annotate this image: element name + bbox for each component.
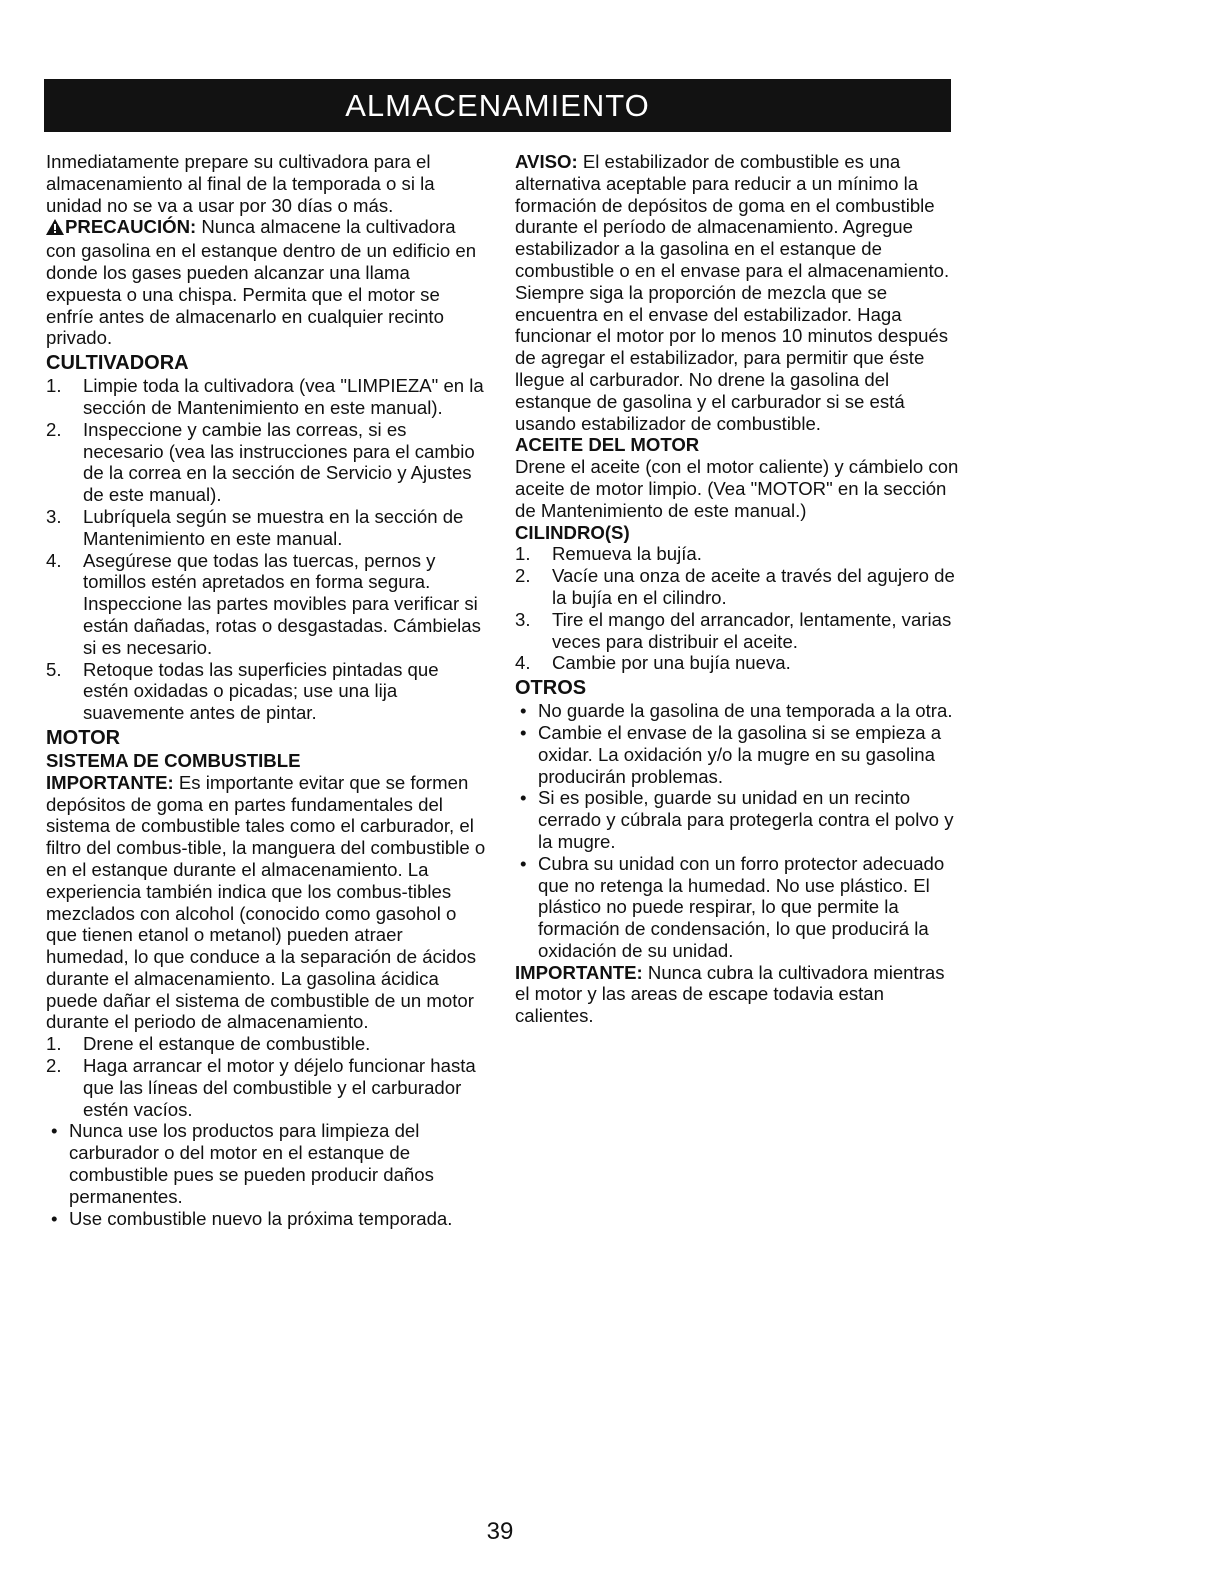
aviso-paragraph	[515, 151, 960, 434]
list-number: 4.	[515, 652, 531, 674]
bullet-text: Cubra su unidad con un forro protector adecuado que no retenga la humedad. No use plástico. El plástico no puede respirar, lo que permite la formación de condensación, lo que producirá la oxidación de su unidad.	[538, 852, 945, 961]
list-text: Remueva la bujía.	[552, 543, 702, 565]
bullet-item	[515, 787, 960, 852]
list-number: 3.	[46, 505, 62, 527]
cultivadora-list	[46, 375, 486, 724]
list-number: 4.	[46, 549, 62, 571]
heading-motor: MOTOR	[46, 726, 121, 749]
heading-cultivadora: CULTIVADORA	[46, 352, 189, 375]
oil-paragraph: Drene el aceite (con el motor caliente) y cámbielo con aceite de motor limpio. (Vea "MOTOR" en la sección de Mantenimiento de este manual.)	[515, 456, 959, 521]
bullet-text: Si es posible, guarde su unidad en un recinto cerrado y cúbrala para protegerla contra el polvo y la mugre.	[538, 787, 954, 852]
important-final-paragraph	[515, 962, 960, 1027]
list-item	[515, 565, 960, 609]
bullet-item	[46, 1120, 486, 1207]
list-number: 1.	[46, 375, 62, 397]
bullet-icon: •	[520, 700, 527, 722]
left-column	[46, 151, 486, 1229]
list-number: 2.	[515, 565, 531, 587]
otros-bullet-list	[515, 700, 960, 962]
bullet-icon: •	[520, 721, 527, 743]
list-item	[46, 419, 486, 506]
bullet-item	[515, 700, 960, 722]
list-item	[46, 659, 486, 724]
list-item	[46, 506, 486, 550]
bullet-text: Nunca use los productos para limpieza del carburador o del motor en el estanque de combustible pues se pueden producir daños permanentes.	[69, 1120, 434, 1207]
bullet-item	[515, 853, 960, 962]
heading-engine-oil: ACEITE DEL MOTOR	[515, 434, 700, 456]
bullet-icon: •	[520, 787, 527, 809]
bullet-icon: •	[51, 1120, 58, 1142]
list-text: Cambie por una bujía nueva.	[552, 652, 791, 674]
fuel-list	[46, 1033, 486, 1120]
right-column	[515, 151, 960, 1027]
caution-label: PRECAUCIÓN:	[65, 216, 197, 238]
bullet-item	[515, 722, 960, 787]
heading-cylinders: CILINDRO(S)	[515, 521, 630, 543]
list-text: Inspeccione y cambie las correas, si es necesario (vea las instrucciones para el cambio de la correa en la sección de Servicio y Ajustes de este manual).	[83, 418, 475, 506]
list-item	[515, 652, 960, 674]
section-header-banner	[44, 79, 951, 132]
list-item	[515, 543, 960, 565]
list-item	[515, 609, 960, 653]
list-number: 2.	[46, 1055, 62, 1077]
aviso-text: El estabilizador de combustible es una alternativa aceptable para reducir a un mínimo la formación de depósitos de goma en el combustible durante el período de almacenamiento. Agregue estabilizador a la gasolina en el estanque de combustible o en el envase para el almacenamiento. Siempre siga la proporción de mezcla que se encuentra en el envase del estabilizador. Haga funcionar el motor por lo menos 10 minutos después de agregar el estabilizador, para permitir que éste llegue al carburador. No drene la gasolina del estanque de gasolina y el carburador si se está usando estabilizador de combustible.	[515, 151, 950, 434]
important-paragraph	[46, 772, 486, 1034]
heading-fuel-system: SISTEMA DE COMBUSTIBLE	[46, 749, 301, 771]
page-title: ALMACENAMIENTO	[345, 88, 650, 123]
list-item	[46, 1033, 486, 1055]
list-item	[46, 1055, 486, 1120]
bullet-item	[46, 1208, 486, 1230]
bullet-text: Cambie el envase de la gasolina si se empieza a oxidar. La oxidación y/o la mugre en su gasolina producirán problemas.	[538, 721, 942, 787]
bullet-icon: •	[51, 1207, 58, 1229]
list-number: 2.	[46, 418, 62, 440]
list-item	[46, 550, 486, 659]
list-text: Tire el mango del arrancador, lentamente, varias veces para distribuir el aceite.	[552, 608, 952, 652]
list-text: Retoque todas las superficies pintadas que estén oxidadas o picadas; use una lija suavemente antes de pintar.	[83, 658, 439, 724]
heading-otros: OTROS	[515, 677, 587, 700]
important-final-label: IMPORTANTE:	[515, 961, 643, 983]
fuel-bullet-list	[46, 1120, 486, 1229]
caution-text: Nunca almacene la cultivadora con gasolina en el estanque dentro de un edificio en donde los gases pueden alcanzar una llama expuesta o una chispa. Permita que el motor se enfríe antes de almacenarlo en cualquier recinto privado.	[46, 216, 477, 349]
list-number: 5.	[46, 658, 62, 680]
page-number: 39	[486, 1518, 514, 1545]
list-text: Vacíe una onza de aceite a través del agujero de la bujía en el cilindro.	[552, 565, 955, 608]
bullet-text: Use combustible nuevo la próxima temporada.	[69, 1207, 453, 1229]
caution-paragraph	[46, 216, 486, 349]
list-text: Asegúrese que todas las tuercas, pernos y tomillos estén apretados en forma segura. Inspeccione las partes movibles para verificar si están dañadas, rotas o desgastadas. Cámbielas si es necesario.	[83, 549, 481, 658]
list-text: Drene el estanque de combustible.	[83, 1033, 371, 1055]
warning-triangle-icon	[46, 218, 64, 240]
important-text: Es importante evitar que se formen depósitos de goma en partes fundamentales del sistema de combustible tales como el carburador, el filtro del combus-tible, la manguera del combustible o en el estanque durante el almacenamiento. La experiencia también indica que los combus-tibles mezclados con alcohol (conocido como gasohol o que tienen etanol o metanol) pueden atraer humedad, lo que conduce a la separación de ácidos durante el almacenamiento. La gasolina ácidica puede dañar el sistema de combustible de un motor durante el periodo de almacenamiento.	[46, 771, 486, 1033]
bullet-icon: •	[520, 852, 527, 874]
list-number: 1.	[46, 1033, 62, 1055]
list-text: Limpie toda la cultivadora (vea "LIMPIEZA" en la sección de Mantenimiento en este manual).	[83, 375, 484, 418]
list-text: Haga arrancar el motor y déjelo funcionar hasta que las líneas del combustible y el carburador estén vacíos.	[83, 1055, 476, 1120]
intro-paragraph: Inmediatamente prepare su cultivadora para el almacenamiento al final de la temporada o si la unidad no se va a usar por 30 días o más.	[46, 151, 435, 216]
bullet-text: No guarde la gasolina de una temporada a la otra.	[538, 700, 953, 722]
aviso-label: AVISO:	[515, 151, 578, 172]
cylinder-list	[515, 543, 960, 674]
list-number: 3.	[515, 608, 531, 630]
list-text: Lubríquela según se muestra en la sección de Mantenimiento en este manual.	[83, 505, 464, 549]
list-number: 1.	[515, 543, 531, 565]
important-final-text: Nunca cubra la cultivadora mientras el motor y las areas de escape todavia estan calientes.	[515, 961, 945, 1027]
important-label: IMPORTANTE:	[46, 771, 174, 793]
list-item	[46, 375, 486, 419]
